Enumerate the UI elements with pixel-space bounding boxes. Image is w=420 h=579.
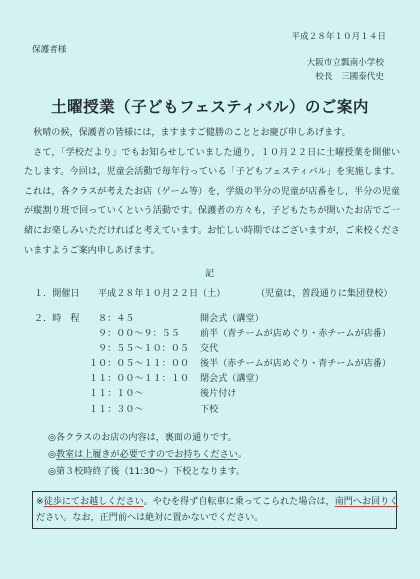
- page-title: 土曜授業（子どもフェスティバル）のご案内: [51, 98, 369, 116]
- school-name: 大阪市立瓢南小学校: [306, 58, 384, 68]
- schedule-time: １１：３０～: [89, 405, 144, 415]
- schedule-table: [0, 312, 420, 422]
- bicycle-text: 。やむを得ず自転車に乗ってこられた場合は，: [143, 497, 335, 507]
- schedule-event: 下校: [200, 405, 219, 415]
- event-date: 平成２８年１０月２２日（土）: [98, 289, 226, 299]
- schedule-event: 後半（赤チームが店めぐり・青チームが店番）: [200, 359, 391, 369]
- schedule-event: 前半（青チームが店めぐり・赤チームが店番）: [200, 329, 391, 339]
- schedule-time: １０：０５～１１：００: [89, 359, 190, 369]
- note-mark: ◎: [48, 433, 56, 443]
- recipient: 保護者様: [32, 45, 67, 55]
- schedule-event: 閉会式（講堂）: [200, 374, 264, 384]
- note-item: [48, 432, 237, 445]
- note-mark: ◎: [48, 450, 56, 460]
- south-gate-text: 南門へお回りく: [334, 497, 399, 507]
- schedule-time: １１：１０～: [89, 389, 144, 399]
- issue-date: 平成２８年１０月１４日: [291, 32, 386, 42]
- parking-notice-line1: [36, 496, 398, 509]
- note-item: [48, 449, 247, 462]
- parking-notice-box: [32, 491, 397, 529]
- note-item: [48, 466, 245, 479]
- item1-label: １．開催日: [34, 289, 80, 299]
- note-text-end: 。: [237, 450, 247, 460]
- schedule-time: ９：５５～１０：０５: [98, 344, 189, 354]
- note-text-underlined: 教室は上履きが必要ですのでお持ちください: [55, 450, 238, 460]
- note-text: 各クラスのお店の内容は，裏面の通りです。: [55, 433, 237, 443]
- walk-request: 徒歩にてお越しください: [43, 497, 144, 507]
- schedule-event: 開会式（講堂）: [200, 314, 264, 324]
- schedule-event: 交代: [200, 344, 219, 354]
- schedule-time: ９：００～９：５５: [98, 329, 180, 339]
- greeting-paragraph: 秋晴の候，保護者の皆様には，ますますご健勝のこととお慶び申しあげます。: [33, 128, 351, 138]
- schedule-time: ８：４５: [98, 314, 135, 324]
- schedule-event: 後片付け: [200, 389, 237, 399]
- note-mark: ◎: [48, 467, 56, 477]
- schedule-time: １１：００～１１：１０: [89, 374, 190, 384]
- item2-label: ２．時 程: [34, 314, 80, 324]
- ki-heading: 記: [205, 269, 215, 279]
- principal-name: 校長 三國泰代史: [315, 72, 384, 82]
- parking-notice-line2: ださい。なお，正門前へは絶対に置かないでください。: [36, 513, 264, 523]
- body-text: [24, 124, 400, 261]
- event-date-note: （児童は，普段通りに集団登校）: [256, 289, 393, 299]
- note-text: 第３校時終了後（11:30～）下校となります。: [55, 467, 246, 477]
- main-paragraph: さて，「学校だより」でもお知らせしていました通り，１０月２２日に土曜授業を開催いたします。今回は，児童会活動で毎年行っている「子どもフェスティバル」を実施します。これは，各クラスが考えたお店（ゲーム等）を，学級の半分の児童が店番をし，半分の児童が縦割り班で回っていくという活動です。保護者の方々も，子どもたちが開いたお店でご一緒にお楽しみいただければと考えています。お忙しい時期ではございますが，ご来校くださいますようご案内申しあげます。: [24, 147, 400, 256]
- star-mark: ※: [36, 497, 44, 507]
